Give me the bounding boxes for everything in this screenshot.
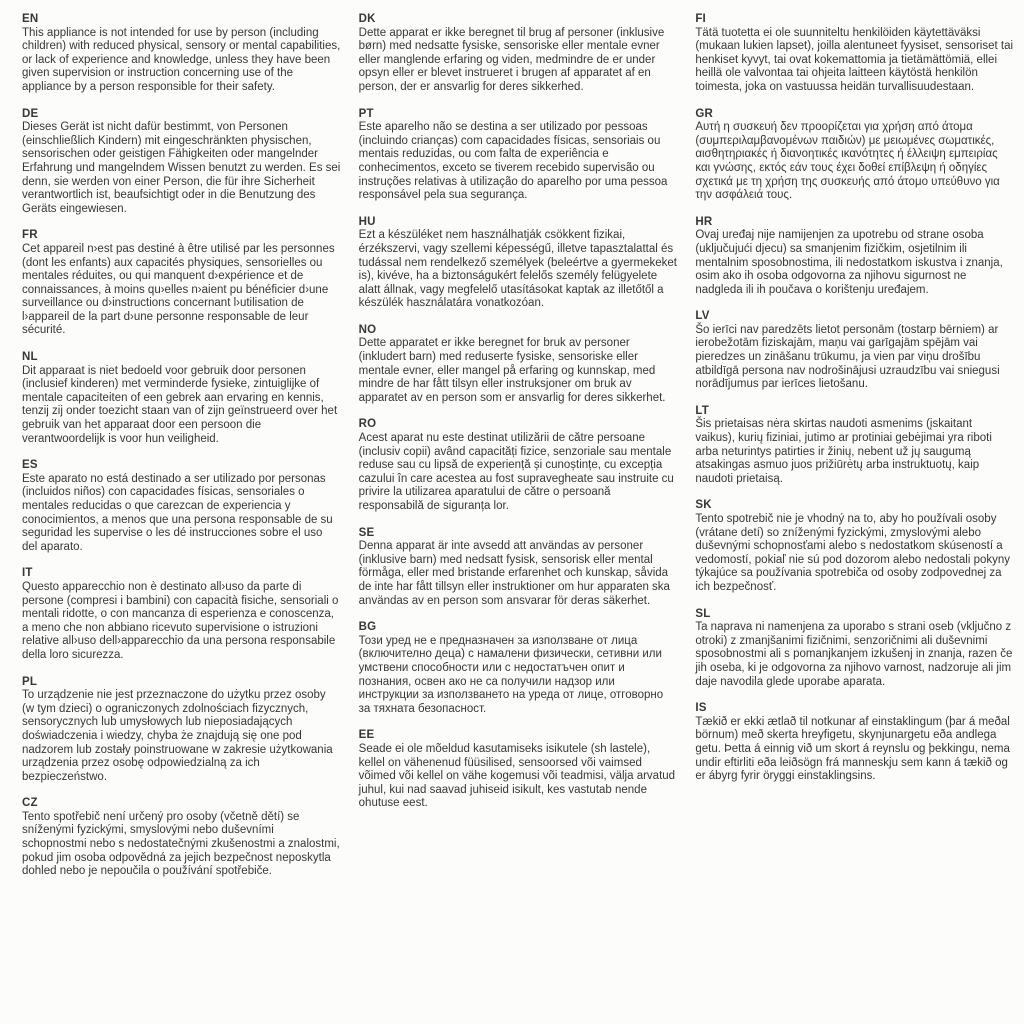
safety-notice-text: Este aparato no está destinado a ser utilizado por personas (incluidos niños) con capacidades físicas, sensoriales o mentales reducidas o que carezcan de experiencia y conocimientos, a menos que una persona responsable de su seguridad les supervise o les dé instrucciones sobre el uso del aparato. [22, 472, 333, 553]
language-code-label: SE [358, 526, 375, 539]
language-code-label: HR [695, 215, 713, 228]
safety-notice-text: Ezt a készüléket nem használhatják csökkent fizikai, érzékszervi, vagy szellemi képességű, illetve tapasztalattal és tudással nem rendelkező személyek (beleértve a gyermekeket is), kivéve, ha a biztonságukért felelős személy felügyelete alatt állnak, vagy megfelelő utasításokat kaptak az illetőtől a készülék használatára vonatkozóan. [358, 229, 677, 310]
safety-notice-text: Šo ierīci nav paredzēts lietot personām (tostarp bērniem) ar ierobežotām fiziskajām, maņu vai garīgajām spējām vai pieredzes un zināšanu trūkumu, ja vien par viņu drošību atbildīgā persona nav nodrošinājusi uzraudzību vai sniegusi norādījumus par ierīces lietošanu. [695, 323, 1000, 391]
language-code-label: LT [695, 404, 709, 417]
safety-notice-text: Acest aparat nu este destinat utilizării de către persoane (inclusiv copii) având capacități fizice, senzoriale sau mentale reduse sau cu lipsă de experiență și cunoștințe, cu excepția cazului în care acestea au fost supravegheate sau instruite cu privire la utilizarea aparatului de către o persoană responsabilă de siguranța lor. [358, 432, 674, 512]
language-code-label: ES [22, 459, 38, 472]
language-code-label: FR [22, 229, 38, 242]
safety-notice-text: Tento spotřebič není určený pro osoby (včetně dětí) se sníženými fyzickými, smyslovými nebo duševními schopnostmi nebo s nedostatečnými zkušenostmi a znalostmi, pokud jim osoba odpovědná za jejich bezpečnost neposkytla dohled nebo je nepoučila o používání spotřebiče. [22, 810, 340, 878]
language-section-hu [359, 216, 678, 311]
language-code-label: SL [695, 607, 711, 620]
language-code-label: HU [358, 215, 376, 228]
language-section-pl [22, 676, 341, 785]
language-section-hr [695, 216, 1014, 298]
language-section-dk [359, 13, 678, 95]
safety-notice-text: Seade ei ole mõeldud kasutamiseks isikutele (sh lastele), kellel on vähenenud füüsilised, sensoorsed või vaimsed võimed või kellel on vähe kogemusi või teadmisi, välja arvatud juhul, kui nad saavad juhiseid isikult, kes vastutab nende ohutuse eest. [358, 742, 676, 810]
safety-notice-text: Tätä tuotetta ei ole suunniteltu henkilöiden käytettäväksi (mukaan lukien lapset), joilla alentuneet fyysiset, sensoriset tai henkiset kyvyt, tai ovat kokemattomia ja tietämättömiä, ellei heillä ole valvontaa tai ohjeita laitteen käytöstä henkilön toimesta, joka on vastuussa heidän turvallisuudestaan. [695, 26, 1014, 93]
language-section-sl [695, 608, 1014, 690]
text-columns [22, 13, 1014, 892]
language-section-se [359, 527, 678, 609]
safety-notice-text: Dette apparat er ikke beregnet til brug af personer (inklusive børn) med nedsatte fysiske, sensoriske eller mentale evner eller manglende erfaring og viden, medmindre de er under opsyn eller er blevet instrueret i brugen af apparatet af en person, der er ansvarlig for deres sikkerhed. [358, 26, 665, 93]
language-section-de [22, 108, 341, 217]
language-section-ee [359, 729, 678, 811]
language-code-label: EN [22, 13, 39, 25]
language-section-cz [22, 797, 341, 879]
language-section-ro [359, 418, 678, 513]
language-section-lt [695, 405, 1014, 487]
language-section-lv [695, 310, 1014, 392]
safety-notice-text: Šis prietaisas nėra skirtas naudoti asmenims (įskaitant vaikus), kurių fiziniai, jutimo ar protiniai gebėjimai yra riboti arba neturintys patirties ir žinių, nebent už jų saugumą atsakingas asmuo juos prižiūrėtų arba instruktuotų, kaip naudoti prietaisą. [695, 418, 992, 485]
language-section-no [359, 324, 678, 406]
safety-notice-text: Questo apparecchio non è destinato all›uso da parte di persone (compresi i bambini) con capacità fisiche, sensoriali o mentali ridotte, o con mancanza di esperienza e conoscenza, a meno che non abbiano ricevuto supervisione o istruzioni relative all›uso dell›apparecchio da una persona responsabile della loro sicurezza. [22, 580, 339, 661]
safety-notice-text: Tento spotrebič nie je vhodný na to, aby ho používali osoby (vrátane detí) so zníženými fyzickými, zmyslovými alebo duševnými schopnosťami alebo s nedostatkom skúseností a vedomostí, pokiaľ nie sú pod dozorom alebo nedostali pokyny týkajúce sa používania spotrebiča od osoby zodpovednej za ich bezpečnosť. [695, 513, 1011, 593]
safety-notice-text: Dette apparatet er ikke beregnet for bruk av personer (inkludert barn) med reduserte fysiske, sensoriske eller mentale evner, eller mangel på erfaring og kunnskap, med mindre de har fått tilsyn eller instruksjoner om bruk av apparatet av en person som er ansvarlig for deres sikkerhet. [358, 337, 666, 404]
language-code-label: RO [358, 418, 377, 431]
text-column [359, 13, 678, 824]
language-code-label: NO [358, 323, 377, 336]
language-section-sk [695, 499, 1014, 594]
language-code-label: SK [695, 499, 712, 512]
language-code-label: LV [695, 310, 710, 323]
language-section-en [22, 13, 341, 95]
language-code-label: EE [358, 729, 375, 742]
language-code-label: PL [22, 675, 38, 688]
language-section-is [695, 702, 1014, 784]
safety-notice-text: Ovaj uređaj nije namijenjen za upotrebu od strane osoba (uključujući djecu) sa smanjenim fizičkim, osjetilnim ili mentalnim sposobnostima, ili nedostatkom iskustva i znanja, osim ako ih osoba odgovorna za njihovu sigurnost ne nadgleda ili ih poučava o korištenju uređajem. [695, 229, 1003, 296]
language-code-label: GR [695, 107, 713, 120]
safety-notice-text: Cet appareil n›est pas destiné à être utilisé par les personnes (dont les enfants) aux capacités physiques, sensorielles ou mentales réduites, ou qui manquent d›expérience et de connaissances, à moins qu›elles n›aient pu bénéficier d›une surveillance ou d›instructions concernant l›utilisation de l›appareil de la part d›une personne responsable de leur sécurité. [22, 242, 335, 337]
safety-notice-text: This appliance is not intended for use by person (including children) with reduced physical, sensory or mental capabilities, or lack of experience and knowledge, unless they have been given supervision or instruction concerning use of the appliance by a person responsible for their safety. [22, 26, 341, 93]
language-section-gr [695, 108, 1014, 203]
language-section-nl [22, 351, 341, 446]
language-section-it [22, 567, 341, 662]
language-code-label: IT [22, 567, 33, 580]
language-section-fr [22, 229, 341, 338]
text-column [695, 13, 1014, 797]
language-code-label: CZ [22, 797, 38, 810]
safety-notice-text: Αυτή η συσκευή δεν προορίζεται για χρήση από άτομα (συμπεριλαμβανομένων παιδιών) με μειωμένες σωματικές, αισθητηριακές ή διανοητικές ικανότητες ή έλλειψη εμπειρίας και γνώσης, εκτός εάν τους έχει δοθεί επίβλεψη ή οδηγίες σχετικά με τη χρήση της συσκευής από άτομο υπεύθυνο για την ασφάλειά τους. [695, 121, 1000, 202]
safety-notice-text: Ta naprava ni namenjena za uporabo s strani oseb (vključno z otroki) z zmanjšanimi fizičnimi, senzoričnimi ali duševnimi sposobnostmi ali s pomanjkanjem izkušenj in znanja, razen če jih oseba, ki je odgovorna za njihovo varnost, nadzoruje ali jim daje navodila glede uporabe aparata. [695, 621, 1013, 688]
language-section-pt [359, 108, 678, 203]
safety-notice-text: Este aparelho não se destina a ser utilizado por pessoas (incluindo crianças) com capacidades físicas, sensoriais ou mentais reduzidas, ou com falta de experiência e conhecimentos, exceto se tiverem recebido supervisão ou instruções relativas à utilização do aparelho por uma pessoa responsável pela sua segurança. [358, 121, 668, 202]
text-column [22, 13, 341, 892]
language-code-label: DE [22, 107, 39, 120]
language-section-es [22, 459, 341, 554]
language-code-label: NL [22, 351, 38, 364]
safety-notice-text: Denna apparat är inte avsedd att användas av personer (inklusive barn) med nedsatt fysisk, sensorisk eller mental förmåga, eller med bristande erfarenhet och kunskap, såvida de inte har fått tillsyn eller instruktioner om hur apparaten ska användas av en person som ansvarar för deras säkerhet. [358, 540, 670, 607]
language-code-label: DK [358, 13, 376, 25]
language-code-label: IS [695, 702, 707, 715]
language-section-bg [359, 621, 678, 716]
safety-notice-text: Този уред не е предназначен за използване от лица (включително деца) с намалени физически, сетивни или умствени способности или с недостатъчен опит и познания, освен ако не са получили надзор или инструкции за използването на уреда от лице, отговорно за тяхната безопасност. [358, 634, 664, 715]
language-code-label: BG [358, 621, 377, 634]
safety-notice-text: Dieses Gerät ist nicht dafür bestimmt, von Personen (einschließlich Kindern) mit eingeschränkten physischen, sensorischen oder geistigen Fähigkeiten oder mangelnder Erfahrung und mangelndem Wissen benutzt zu werden. Es sei denn, sie werden von einer Person, die für ihre Sicherheit verantwortlich ist, beaufsichtigt oder in die Benutzung des Geräts eingewiesen. [22, 121, 341, 215]
language-code-label: FI [695, 13, 706, 25]
safety-notice-text: Tækið er ekki ætlað til notkunar af einstaklingum (þar á meðal börnum) með skerta hreyfigetu, skynjunargetu eða andlega getu. Þetta á einnig við um skort á reynslu og þekkingu, nema undir eftirliti eða leiðsögn frá manneskju sem kann á tækið og er ábyrg fyrir öryggi einstaklingsins. [695, 715, 1010, 783]
language-section-fi [695, 13, 1014, 95]
language-code-label: PT [358, 107, 374, 120]
safety-notice-text: Dit apparaat is niet bedoeld voor gebruik door personen (inclusief kinderen) met verminderde fysieke, zintuiglijke of mentale capaciteiten of een gebrek aan ervaring en kennis, tenzij zij onder toezicht staan van of zijn geïnstrueerd over het gebruik van het apparaat door een persoon die verantwoordelijk is voor hun veiligheid. [22, 364, 338, 445]
safety-notice-text: To urządzenie nie jest przeznaczone do użytku przez osoby (w tym dzieci) o ograniczonych zdolnościach fizycznych, sensorycznych lub umysłowych lub nieposiadających doświadczenia i wiedzy, chyba że znajdują się one pod nadzorem lub zostały poinstruowane w zakresie użytkowania urządzenia przez osobę odpowiedzialną za ich bezpieczeństwo. [22, 689, 333, 783]
